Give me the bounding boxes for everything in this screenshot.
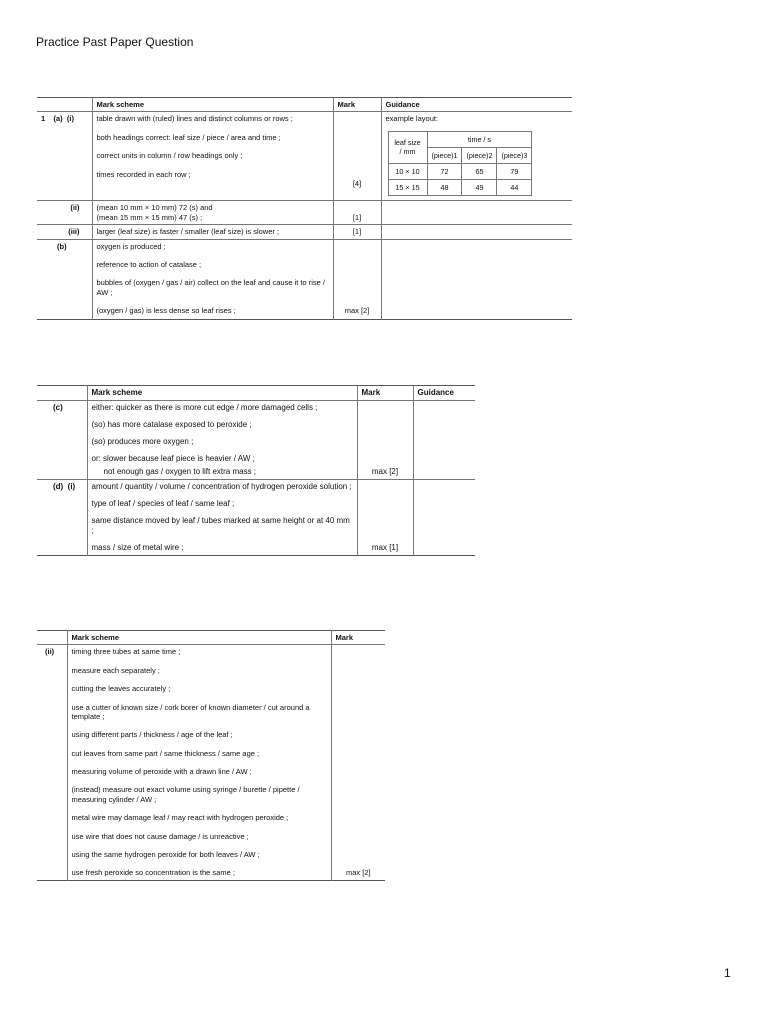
answer-line: or: slower because leaf piece is heavier / AW ; bbox=[91, 454, 255, 463]
table-row bbox=[37, 201, 572, 225]
answer-line: reference to action of catalase ; bbox=[96, 259, 202, 269]
answer-cell bbox=[67, 645, 331, 880]
question-number: (iii) bbox=[68, 227, 80, 237]
answer-cell bbox=[87, 480, 357, 556]
answer-line: (instead) measure out exact volume using syringe / burette / pipette / measuring cylinder / AW ; bbox=[71, 785, 300, 804]
guidance-cell bbox=[413, 480, 475, 556]
answer-cell bbox=[92, 239, 333, 320]
question-number: (b) bbox=[57, 241, 67, 251]
mark-header: Mark bbox=[333, 98, 381, 112]
answer-line: type of leaf / species of leaf / same leaf ; bbox=[91, 499, 235, 508]
mark-cell: max [2] bbox=[331, 645, 385, 880]
guidance-cell bbox=[381, 201, 572, 225]
question-number: (d) (i) bbox=[53, 482, 76, 491]
answer-line: measure each separately ; bbox=[71, 665, 160, 675]
mark-scheme-header: Mark scheme bbox=[87, 386, 357, 401]
answer-line: (mean 15 mm × 15 mm) 47 (s) ; bbox=[96, 212, 203, 222]
cell-value: 65 bbox=[462, 163, 497, 179]
answer-line: cut leaves from same part / same thickness / same age ; bbox=[71, 748, 260, 758]
question-number: (c) bbox=[53, 403, 63, 412]
answer-line: using different parts / thickness / age of the leaf ; bbox=[71, 730, 233, 740]
mark-cell: max [2] bbox=[333, 239, 381, 320]
question-header bbox=[37, 386, 87, 401]
answer-line: bubbles of (oxygen / gas / air) collect on the leaf and cause it to rise / AW ; bbox=[96, 278, 325, 297]
answer-line: use fresh peroxide so concentration is the same ; bbox=[71, 868, 235, 878]
answer-line: not enough gas / oxygen to lift extra mass ; bbox=[103, 467, 257, 476]
mark-scheme-table-1 bbox=[37, 97, 572, 320]
question-number: (ii) bbox=[45, 647, 55, 657]
col-header: (piece)3 bbox=[497, 147, 532, 163]
mark-cell: [1] bbox=[333, 225, 381, 239]
answer-line: table drawn with (ruled) lines and distinct columns or rows ; bbox=[96, 114, 293, 124]
mark-scheme-header: Mark scheme bbox=[67, 631, 331, 645]
page-title: Practice Past Paper Question bbox=[36, 35, 194, 49]
question-header bbox=[37, 631, 67, 645]
leaf-size-header: leaf size / mm bbox=[388, 131, 427, 163]
cell-value: 72 bbox=[427, 163, 462, 179]
cell-value: 49 bbox=[462, 179, 497, 195]
guidance-text: example layout: bbox=[385, 114, 439, 124]
mark-scheme-header: Mark scheme bbox=[92, 98, 333, 112]
mark-cell: [1] bbox=[333, 201, 381, 225]
answer-line: oxygen is produced ; bbox=[96, 241, 166, 251]
guidance-header: Guidance bbox=[381, 98, 572, 112]
question-number: (ii) bbox=[70, 203, 80, 213]
cell-value: 79 bbox=[497, 163, 532, 179]
answer-cell bbox=[92, 201, 333, 225]
col-header: (piece)1 bbox=[427, 147, 462, 163]
answer-line: amount / quantity / volume / concentration of hydrogen peroxide solution ; bbox=[91, 482, 352, 491]
answer-line: use a cutter of known size / cork borer of known diameter / cut around a template ; bbox=[71, 702, 310, 721]
answer-line: cutting the leaves accurately ; bbox=[71, 684, 171, 694]
answer-line: (oxygen / gas) is less dense so leaf rises ; bbox=[96, 306, 236, 315]
cell-value: 44 bbox=[497, 179, 532, 195]
answer-line: correct units in column / row headings only ; bbox=[96, 151, 243, 161]
answer-cell bbox=[87, 401, 357, 480]
answer-line: times recorded in each row ; bbox=[96, 169, 191, 179]
answer-cell bbox=[92, 112, 333, 201]
answer-cell: larger (leaf size) is faster / smaller (leaf size) is slower ; bbox=[92, 225, 333, 239]
answer-line: using the same hydrogen peroxide for both leaves / AW ; bbox=[71, 849, 260, 859]
mark-scheme-table-3 bbox=[37, 630, 385, 881]
time-header: time / s bbox=[427, 131, 532, 147]
table-row bbox=[37, 112, 572, 201]
cell-value: 48 bbox=[427, 179, 462, 195]
answer-line: measuring volume of peroxide with a drawn line / AW ; bbox=[71, 767, 252, 776]
row-label: 10 × 10 bbox=[388, 163, 427, 179]
mark-scheme-table-2 bbox=[37, 385, 475, 556]
guidance-cell bbox=[381, 225, 572, 239]
guidance-header: Guidance bbox=[413, 386, 475, 401]
guidance-cell bbox=[413, 401, 475, 480]
table-row bbox=[37, 645, 385, 880]
mark-header: Mark bbox=[331, 631, 385, 645]
answer-line: both headings correct: leaf size / piece / area and time ; bbox=[96, 132, 281, 142]
answer-line: metal wire may damage leaf / may react with hydrogen peroxide ; bbox=[71, 813, 289, 823]
answer-line: (so) produces more oxygen ; bbox=[91, 437, 194, 446]
table-row bbox=[37, 401, 475, 480]
answer-line: mass / size of metal wire ; bbox=[91, 543, 184, 552]
mark-cell: max [1] bbox=[357, 480, 413, 556]
col-header: (piece)2 bbox=[462, 147, 497, 163]
question-number: 1 (a) (i) bbox=[41, 114, 74, 124]
answer-line: either: quicker as there is more cut edge / more damaged cells ; bbox=[91, 403, 318, 412]
table-row bbox=[37, 480, 475, 556]
table-row bbox=[37, 239, 572, 320]
answer-line: timing three tubes at same time ; bbox=[71, 647, 181, 657]
answer-line: (mean 10 mm × 10 mm) 72 (s) and bbox=[96, 203, 213, 213]
guidance-cell bbox=[381, 112, 572, 201]
answer-line: use wire that does not cause damage / is unreactive ; bbox=[71, 831, 249, 841]
row-label: 15 × 15 bbox=[388, 179, 427, 195]
guidance-cell bbox=[381, 239, 572, 320]
example-layout-table bbox=[388, 131, 533, 196]
mark-header: Mark bbox=[357, 386, 413, 401]
page-number: 1 bbox=[724, 966, 731, 980]
table-row bbox=[37, 225, 572, 239]
answer-line: same distance moved by leaf / tubes marked at same height or at 40 mm ; bbox=[91, 516, 350, 535]
mark-cell: [4] bbox=[333, 112, 381, 201]
question-header bbox=[37, 98, 92, 112]
mark-cell: max [2] bbox=[357, 401, 413, 480]
answer-line: (so) has more catalase exposed to peroxide ; bbox=[91, 420, 252, 429]
